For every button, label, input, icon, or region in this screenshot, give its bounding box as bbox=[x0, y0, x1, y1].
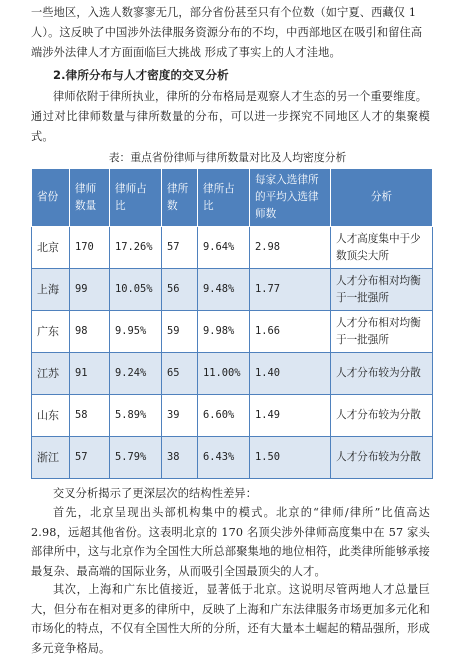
intro-line-1: 一些地区，入选人数寥寥无几，部分省份甚至只有个位数（如宁夏、西藏仅 1 bbox=[31, 6, 417, 19]
header-firm-count: 律所数 bbox=[162, 169, 198, 227]
table-caption: 表：重点省份律师与律所数量对比及人均密度分析 bbox=[108, 151, 347, 164]
header-analysis: 分析 bbox=[331, 169, 433, 227]
paragraph-shanghai-guangdong: 其次，上海和广东比值接近，显著低于北京。这说明尽管两地人才总量巨大，但分布在相对更多的律所中，反映了上海和广东法律服务市场更加多元化和市场化的特点，不仅有全国性大所的分所，还有大量本土崛起的精品强所，形成多元竞争格局。 bbox=[31, 583, 430, 655]
cell-province: 北京 bbox=[32, 227, 70, 269]
cell-province: 山东 bbox=[32, 395, 70, 437]
header-province: 省份 bbox=[32, 169, 70, 227]
cell-lawyer-share: 9.95% bbox=[110, 311, 162, 353]
cell-lawyer-count: 170 bbox=[70, 227, 110, 269]
section-heading: 2.律所分布与人才密度的交叉分析 bbox=[53, 68, 229, 82]
cell-analysis: 人才分布较为分散 bbox=[331, 395, 433, 437]
cell-analysis: 人才高度集中于少数顶尖大所 bbox=[331, 227, 433, 269]
cell-avg-per-firm: 1.66 bbox=[250, 311, 331, 353]
table-row bbox=[32, 437, 433, 479]
cell-province: 上海 bbox=[32, 269, 70, 311]
paragraph-beijing: 首先，北京呈现出头部机构集中的模式。北京的“律师/律所”比值高达 2.98，远超其他省份。这表明北京的 170 名顶尖涉外律师高度集中在 57 家头部律所中，这与北京作为全国性大所总部聚集地的地位相符，此类律所能够承接最复杂、最高端的国际业务，从而吸引全国最顶尖的人才。 bbox=[31, 506, 430, 578]
cell-avg-per-firm: 1.40 bbox=[250, 353, 331, 395]
cell-lawyer-count: 57 bbox=[70, 437, 110, 479]
table-header-row bbox=[32, 169, 433, 227]
intro-line-2: 人）。这反映了中国涉外法律服务资源分布的不均，中西部地区在吸引和留住高 bbox=[31, 26, 423, 39]
table-row bbox=[32, 311, 433, 353]
cell-firm-share: 9.48% bbox=[198, 269, 250, 311]
cell-analysis: 人才分布相对均衡于一批强所 bbox=[331, 269, 433, 311]
table-row bbox=[32, 395, 433, 437]
cell-analysis: 人才分布较为分散 bbox=[331, 437, 433, 479]
cell-province: 浙江 bbox=[32, 437, 70, 479]
cell-lawyer-count: 91 bbox=[70, 353, 110, 395]
table-row bbox=[32, 353, 433, 395]
section-paragraph-line-1: 律师依附于律所执业，律所的分布格局是观察人才生态的另一个重要维度。 bbox=[53, 90, 428, 103]
header-lawyer-share: 律师占比 bbox=[110, 169, 162, 227]
cell-province: 广东 bbox=[32, 311, 70, 353]
cell-firm-count: 57 bbox=[162, 227, 198, 269]
table-row bbox=[32, 227, 433, 269]
cross-analysis-lead: 交叉分析揭示了更深层次的结构性差异： bbox=[53, 487, 258, 500]
cell-firm-count: 59 bbox=[162, 311, 198, 353]
cell-avg-per-firm: 1.49 bbox=[250, 395, 331, 437]
cell-lawyer-count: 99 bbox=[70, 269, 110, 311]
cell-avg-per-firm: 2.98 bbox=[250, 227, 331, 269]
cell-lawyer-share: 17.26% bbox=[110, 227, 162, 269]
cell-lawyer-share: 9.24% bbox=[110, 353, 162, 395]
header-lawyer-count: 律师数量 bbox=[70, 169, 110, 227]
cell-firm-share: 11.00% bbox=[198, 353, 250, 395]
cell-firm-share: 9.64% bbox=[198, 227, 250, 269]
cell-firm-share: 9.98% bbox=[198, 311, 250, 353]
cell-lawyer-share: 5.79% bbox=[110, 437, 162, 479]
comparison-table bbox=[31, 168, 433, 479]
cell-firm-count: 38 bbox=[162, 437, 198, 479]
cell-firm-share: 6.43% bbox=[198, 437, 250, 479]
cell-avg-per-firm: 1.50 bbox=[250, 437, 331, 479]
cell-firm-count: 39 bbox=[162, 395, 198, 437]
cell-lawyer-share: 5.89% bbox=[110, 395, 162, 437]
cell-lawyer-count: 58 bbox=[70, 395, 110, 437]
cell-lawyer-share: 10.05% bbox=[110, 269, 162, 311]
table-row bbox=[32, 269, 433, 311]
cell-firm-count: 65 bbox=[162, 353, 198, 395]
cell-analysis: 人才分布较为分散 bbox=[331, 353, 433, 395]
header-avg-per-firm: 每家入选律所的平均入选律师数 bbox=[250, 169, 331, 227]
cell-lawyer-count: 98 bbox=[70, 311, 110, 353]
cell-firm-share: 6.60% bbox=[198, 395, 250, 437]
cell-analysis: 人才分布相对均衡于一批强所 bbox=[331, 311, 433, 353]
cell-province: 江苏 bbox=[32, 353, 70, 395]
cell-avg-per-firm: 1.77 bbox=[250, 269, 331, 311]
header-firm-share: 律所占比 bbox=[198, 169, 250, 227]
intro-line-3: 端涉外法律人才方面面临巨大挑战 形成了事实上的人才洼地。 bbox=[31, 46, 341, 59]
cell-firm-count: 56 bbox=[162, 269, 198, 311]
section-paragraph-line-2: 通过对比律师数量与律所数量的分布，可以进一步探究不同地区人才的集聚模式。 bbox=[31, 110, 430, 143]
